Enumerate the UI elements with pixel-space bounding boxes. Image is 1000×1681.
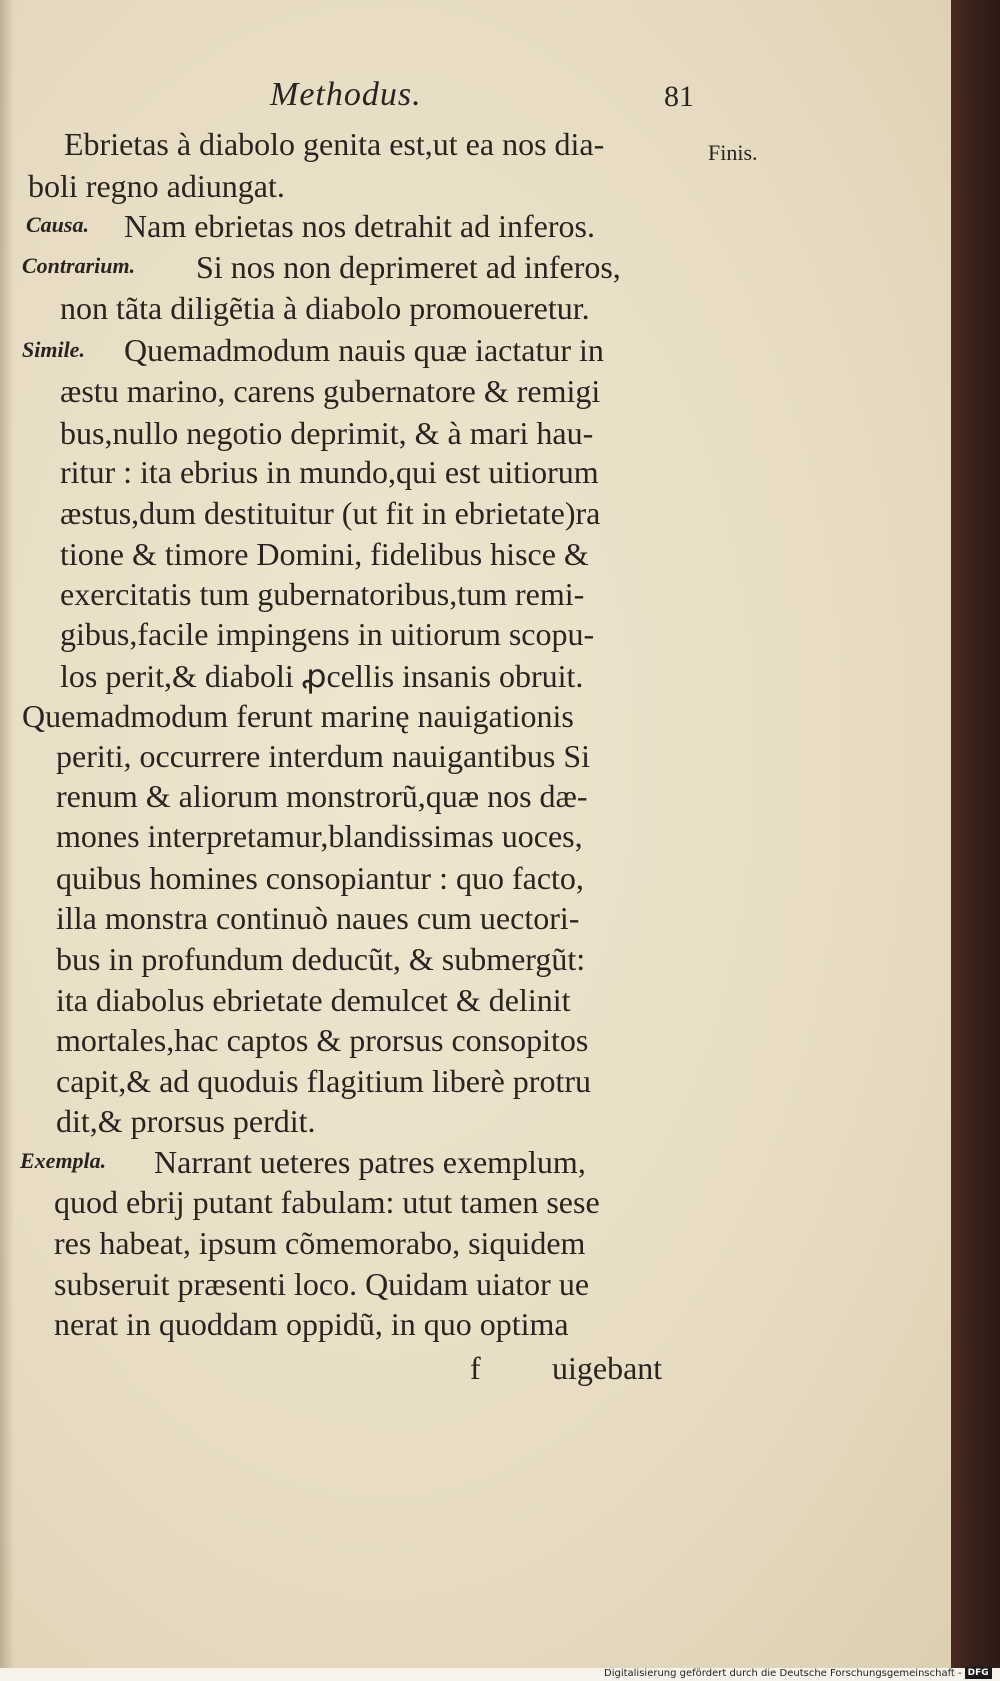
text-line: bus in profundum deducũt, & submergũt: (56, 941, 586, 977)
margin-label-exempla: Exempla. (20, 1148, 107, 1173)
credit-text: Digitalisierung gefördert durch die Deutsche Forschungsgemeinschaft - (604, 1668, 962, 1679)
text-line: periti, occurrere interdum nauigantibus Si (56, 738, 591, 774)
text-line: tione & timore Domini, fidelibus hisce & (60, 536, 589, 572)
margin-label-causa: Causa. (26, 212, 89, 237)
text-line: Narrant ueteres patres exemplum, (154, 1144, 586, 1180)
text-line: exercitatis tum gubernatoribus,tum remi- (60, 576, 585, 612)
signature-mark: f (470, 1350, 481, 1386)
margin-note-finis: Finis. (708, 140, 758, 165)
text-line: mortales,hac captos & prorsus consopitos (56, 1022, 589, 1058)
text-line: res habeat, ipsum cõmemorabo, siquidem (54, 1225, 586, 1261)
text-line: quibus homines consopiantur : quo facto, (56, 860, 584, 896)
text-line: nerat in quoddam oppidũ, in quo optima (54, 1306, 569, 1342)
digitization-credit (604, 1666, 992, 1681)
text-line: boli regno adiungat. (28, 168, 285, 204)
running-head: Methodus. (270, 76, 422, 113)
text-line: ritur : ita ebrius in mundo,qui est uitiorum (60, 454, 599, 490)
text-line: Si nos non deprimeret ad inferos, (196, 249, 621, 285)
text-line: los perit,& diaboli ꝓcellis insanis obruit. (60, 658, 584, 694)
text-line: Ebrietas à diabolo genita est,ut ea nos dia- (64, 126, 605, 162)
text-line: ita diabolus ebrietate demulcet & delinit (56, 982, 571, 1018)
text-line: subseruit præsenti loco. Quidam uiator ue (54, 1266, 590, 1302)
text-line: dit,& prorsus perdit. (56, 1103, 316, 1139)
text-line: mones interpretamur,blandissimas uoces, (56, 818, 583, 854)
text-line: quod ebrij putant fabulam: utut tamen sese (54, 1184, 600, 1220)
catchword: uigebant (552, 1350, 663, 1386)
gutter-shadow (0, 0, 14, 1668)
text-line: non tãta diligẽtia à diabolo promoueretur. (60, 290, 590, 326)
text-line: Quemadmodum ferunt marinę nauigationis (22, 698, 574, 734)
margin-label-contrarium: Contrarium. (22, 253, 136, 278)
text-line: Quemadmodum nauis quæ iactatur in (124, 332, 604, 368)
text-line: æstus,dum destituitur (ut fit in ebrietate)ra (60, 495, 601, 531)
text-line: æstu marino, carens gubernatore & remigi (60, 373, 601, 409)
page-number: 81 (664, 80, 694, 113)
text-line: illa monstra continuò naues cum uectori- (56, 900, 580, 936)
margin-label-simile: Simile. (22, 337, 85, 362)
text-line: bus,nullo negotio deprimit, & à mari hau- (60, 415, 594, 451)
text-line: capit,& ad quoduis flagitium liberè protru (56, 1063, 591, 1099)
dfg-logo: DFG (965, 1667, 992, 1679)
text-line: gibus,facile impingens in uitiorum scopu- (60, 616, 595, 652)
text-line: Nam ebrietas nos detrahit ad inferos. (124, 208, 595, 244)
page-edge (951, 0, 1000, 1668)
text-line: renum & aliorum monstrorũ,quæ nos dæ- (56, 778, 588, 814)
